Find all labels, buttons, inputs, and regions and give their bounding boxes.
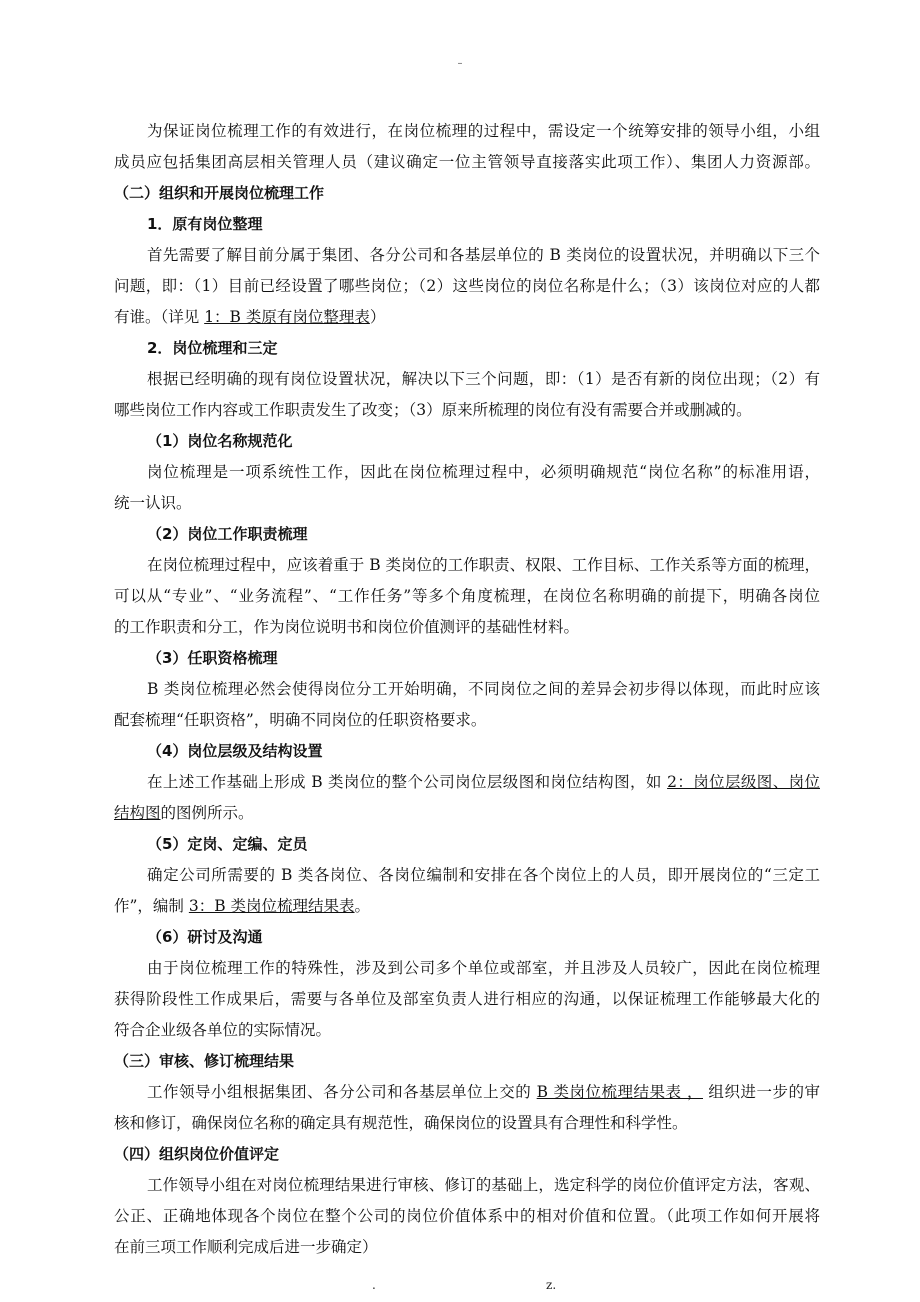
paragraph-text: 工作领导小组根据集团、各分公司和各基层单位上交的 xyxy=(147,1083,537,1101)
header-mark: – xyxy=(457,58,463,69)
paragraph-line: 配套梳理“任职资格”，明确不同岗位的任职资格要求。 xyxy=(114,711,487,729)
paragraph-line: 的工作职责和分工，作为岗位说明书和岗位价值测评的基础性材料。 xyxy=(114,618,580,636)
paragraph-line: 成员应包括集团高层相关管理人员（建议确定一位主管领导直接落实此项工作）、集团人力资源部。 xyxy=(114,153,820,171)
paragraph-line: 问题，即：（1）目前已经设置了哪些岗位；（2）这些岗位的岗位名称是什么；（3）该岗位对应的人都 xyxy=(114,277,820,295)
paragraph-line: 工作领导小组在对岗位梳理结果进行审核、修订的基础上，选定科学的岗位价值评定方法，客观、 xyxy=(147,1176,820,1194)
section-heading: （四）组织岗位价值评定 xyxy=(114,1145,280,1163)
paragraph-text: 的图例所示。 xyxy=(160,804,254,822)
reference-link[interactable]: B 类岗位梳理结果表 ， xyxy=(536,1083,703,1101)
paragraph-line: 岗位梳理是一项系统性工作，因此在岗位梳理过程中，必须明确规范“岗位名称”的标准用语， xyxy=(147,463,820,481)
section-heading: （二）组织和开展岗位梳理工作 xyxy=(114,184,325,202)
reference-link[interactable]: 2：岗位层级图、岗位 xyxy=(667,773,820,791)
paragraph-line: B 类岗位梳理必然会使得岗位分工开始明确，不同岗位之间的差异会初步得以体现，而此时应该 xyxy=(147,680,820,698)
paragraph-line xyxy=(147,771,820,793)
topic-heading: （1）岗位名称规范化 xyxy=(147,432,293,450)
topic-heading: （3）任职资格梳理 xyxy=(147,649,278,667)
paragraph-line: 为保证岗位梳理工作的有效进行，在岗位梳理的过程中，需设定一个统筹安排的领导小组，小组 xyxy=(147,122,820,140)
paragraph-line: 获得阶段性工作成果后，需要与各单位及部室负责人进行相应的沟通，以保证梳理工作能够最大化的 xyxy=(114,990,820,1008)
paragraph-text: 作”，编制 xyxy=(114,897,189,915)
paragraph-text: 组织进一步的审 xyxy=(703,1083,820,1101)
footer-mark-left: . xyxy=(372,1278,376,1292)
paragraph-line xyxy=(114,802,820,824)
subsection-heading: 1．原有岗位整理 xyxy=(147,215,263,233)
topic-heading: （6）研讨及沟通 xyxy=(147,928,263,946)
paragraph-line: 由于岗位梳理工作的特殊性，涉及到公司多个单位或部室，并且涉及人员较广，因此在岗位梳理 xyxy=(147,959,820,977)
paragraph-line: 公正、正确地体现各个岗位在整个公司的岗位价值体系中的相对价值和位置。（此项工作如何开展将 xyxy=(114,1207,820,1225)
paragraph-line xyxy=(114,306,820,328)
reference-link[interactable]: 1：B 类原有岗位整理表 xyxy=(204,308,370,326)
footer-mark-right: z. xyxy=(546,1278,557,1292)
reference-link[interactable]: 3：B 类岗位梳理结果表 xyxy=(188,897,355,915)
paragraph-line: 首先需要了解目前分属于集团、各分公司和各基层单位的 B 类岗位的设置状况，并明确以下三个 xyxy=(147,246,820,264)
paragraph-line: 哪些岗位工作内容或工作职责发生了改变；（3）原来所梳理的岗位有没有需要合并或删减的。 xyxy=(114,401,752,419)
topic-heading: （4）岗位层级及结构设置 xyxy=(147,742,323,760)
paragraph-line xyxy=(147,1081,820,1103)
paragraph-text: 在上述工作基础上形成 B 类岗位的整个公司岗位层级图和岗位结构图，如 xyxy=(147,773,668,791)
paragraph-text: ） xyxy=(369,308,386,326)
topic-heading: （2）岗位工作职责梳理 xyxy=(147,525,308,543)
paragraph-line: 可以从“专业”、“业务流程”、“工作任务”等多个角度梳理，在岗位名称明确的前提下，明确各岗位 xyxy=(114,587,820,605)
paragraph-line: 在前三项工作顺利完成后进一步确定） xyxy=(114,1238,378,1256)
paragraph-line: 根据已经明确的现有岗位设置状况，解决以下三个问题，即：（1）是否有新的岗位出现；（2）有 xyxy=(147,370,820,388)
paragraph-line: 确定公司所需要的 B 类各岗位、各岗位编制和安排在各个岗位上的人员，即开展岗位的“三定工 xyxy=(147,866,820,884)
paragraph-line xyxy=(114,895,820,917)
paragraph-line: 在岗位梳理过程中，应该着重于 B 类岗位的工作职责、权限、工作目标、工作关系等方面的梳理， xyxy=(147,556,820,574)
topic-heading: （5）定岗、定编、定员 xyxy=(147,835,308,853)
paragraph-text: 。 xyxy=(354,897,371,915)
paragraph-line: 核和修订，确保岗位名称的确定具有规范性，确保岗位的设置具有合理性和科学性。 xyxy=(114,1114,688,1132)
section-heading: （三）审核、修订梳理结果 xyxy=(114,1052,295,1070)
subsection-heading: 2．岗位梳理和三定 xyxy=(147,339,278,357)
paragraph-line: 统一认识。 xyxy=(114,494,192,512)
paragraph-line: 符合企业级各单位的实际情况。 xyxy=(114,1021,332,1039)
reference-link[interactable]: 结构图 xyxy=(114,804,161,822)
paragraph-text: 有谁。（详见 xyxy=(114,308,205,326)
